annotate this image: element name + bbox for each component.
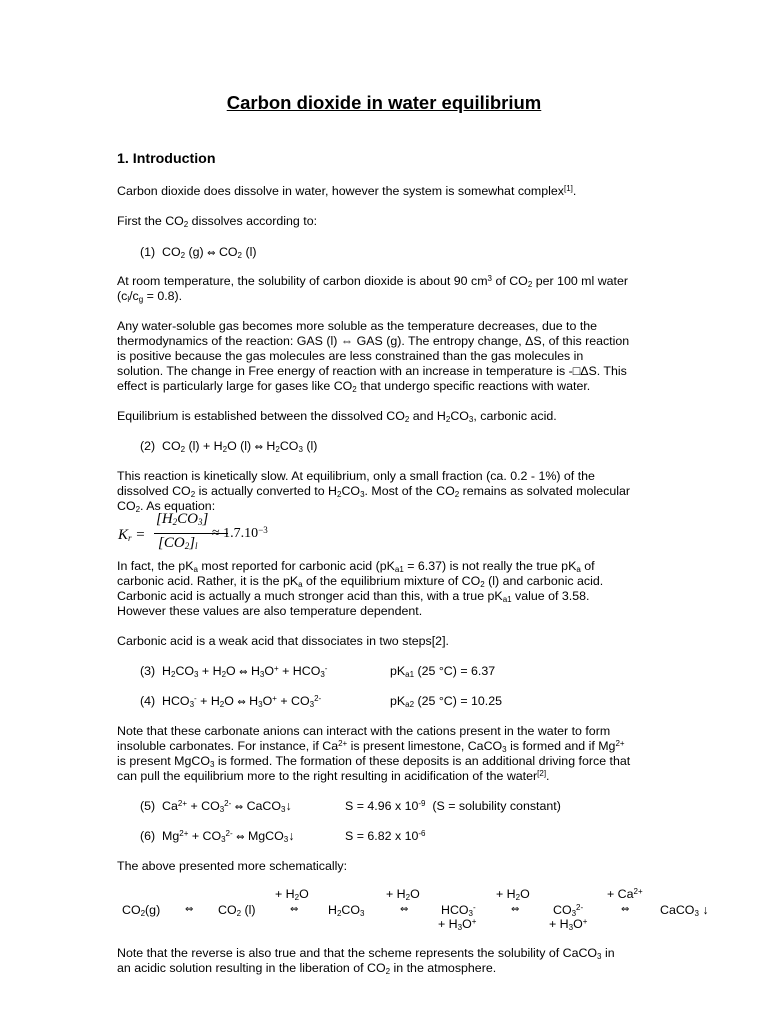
scheme-arrow: ⇔	[621, 904, 630, 915]
scheme-plus-h3o: + $H_3O^+$	[438, 917, 477, 932]
paragraph-line: However these values are also temperature dependent.	[117, 604, 423, 618]
paragraph-line: can pull the equilibrium more to the right resulting in acidification of the water[2].	[117, 769, 550, 783]
scheme-arrow: ⇔	[290, 904, 299, 915]
paragraph-intro: Carbon dioxide does dissolve in water, however the system is somewhat complex[1].	[117, 184, 577, 198]
scheme-co3: $CO_3^{2-}$	[553, 903, 584, 918]
paragraph-equilibrium: Equilibrium is established between the dissolved $CO_2$ and $H_2CO_3$, carbonic acid.	[117, 409, 557, 424]
paragraph-line: carbonic acid. Rather, it is the $pK_a$ of the equilibrium mixture of $CO_2$ (l) and carbonic acid.	[117, 574, 604, 589]
scheme-arrow: ⇔	[400, 904, 409, 915]
equation-4-pka: $pK_{a2}$ (25 °C) = 10.25	[390, 694, 503, 709]
equation-6-solubility: S = 6.82 x $10^{-6}$	[345, 829, 426, 843]
paragraph-line: dissolved $CO_2$ is actually converted to $H_2CO_3$. Most of the $CO_2$ remains as solvated molecular	[117, 484, 630, 499]
paragraph-solubility-ratio: $(c_l/c_g = 0.8)$.	[117, 289, 183, 304]
kr-symbol: $K_r$ =	[118, 527, 146, 543]
equation-1: (1) $CO_2$ (g) ⇔ $CO_2$ (l)	[140, 245, 257, 260]
paragraph-line: is positive because the gas molecules are less constrained than the gas molecules in	[117, 349, 584, 363]
scheme-hco3: $HCO_3^-$	[441, 903, 476, 918]
paragraph-line: Note that the reverse is also true and that the scheme represents the solubility of CaCO$_3$ in	[117, 946, 615, 961]
scheme-caco3: CaCO$_3$ ↓	[660, 903, 709, 918]
scheme-plus-h2o: + $H_2O$	[496, 887, 530, 902]
scheme-arrow: ⇔	[511, 904, 520, 915]
paragraph-line: thermodynamics of the reaction: GAS (l) ⇔ GAS (g). The entropy change, ΔS, of this reaction	[117, 334, 630, 348]
paragraph-dissolves: First the $CO_2$ dissolves according to:	[117, 214, 318, 229]
paragraph-line: Note that these carbonate anions can interact with the cations present in the water to form	[117, 724, 611, 738]
equation-6: (6) $Mg^{2+} + CO_3^{2-}$ ⇔ MgCO$_3$↓	[140, 829, 295, 844]
paragraph-line: This reaction is kinetically slow. At equilibrium, only a small fraction (ca. 0.2 - 1%) of the	[117, 469, 595, 483]
paragraph-line: insoluble carbonates. For instance, if $Ca^{2+}$ is present limestone, CaCO$_3$ is formed and if $Mg^{2+}$	[117, 739, 625, 754]
paragraph-line: effect is particularly large for gases like $CO_2$ that undergo specific reactions with water.	[117, 379, 591, 394]
scheme-h2co3: $H_2CO_3$	[328, 903, 365, 918]
scheme-co2-liquid: $CO_2$ (l)	[218, 903, 256, 918]
paragraph-solubility: At room temperature, the solubility of carbon dioxide is about 90 $cm^3$ of $CO_2$ per 100 ml water	[117, 274, 628, 289]
scheme-plus-ca: + $Ca^{2+}$	[607, 887, 643, 901]
paragraph-line: Any water-soluble gas becomes more soluble as the temperature decreases, due to the	[117, 319, 598, 333]
scheme-co2-gas: $CO_2(g)$	[122, 903, 161, 918]
equation-5: (5) $Ca^{2+} + CO_3^{2-}$ ⇔ CaCO$_3$↓	[140, 799, 292, 814]
page-title: Carbon dioxide in water equilibrium	[226, 92, 542, 113]
kr-equation	[116, 509, 296, 559]
scheme-arrow: ⇔	[185, 904, 194, 915]
paragraph-line: $CO_2$. As equation:	[117, 499, 216, 514]
kr-value: ≈ $1.7.10^{-3}$	[212, 525, 268, 541]
scheme-plus-h2o: + $H_2O$	[386, 887, 420, 902]
scheme-plus-h3o: + $H_3O^+$	[549, 917, 588, 932]
equation-4: (4) $HCO_3^- + H_2O$ ⇔ $H_3O^+ + CO_3^{2-}$	[140, 694, 322, 709]
scheme-plus-h2o: + $H_2O$	[275, 887, 309, 902]
paragraph-line: is present MgCO$_3$ is formed. The formation of these deposits is an additional driving force that	[117, 754, 631, 769]
equation-2: (2) $CO_2$ $(l) + H_2O$ (l) ⇔ $H_2CO_3$ (l)	[140, 439, 318, 454]
paragraph-weak-acid: Carbonic acid is a weak acid that dissociates in two steps[2].	[117, 634, 449, 648]
paragraph-line: an acidic solution resulting in the liberation of $CO_2$ in the atmosphere.	[117, 961, 497, 976]
kr-denominator: $[CO_2]_l$	[158, 535, 198, 551]
section-heading: 1. Introduction	[117, 151, 216, 167]
kr-numerator: $[H_2CO_3]$	[156, 511, 209, 527]
equation-5-solubility: S = 4.96 x $10^{-9}$ (S = solubility constant)	[345, 799, 561, 813]
equation-3-pka: $pK_{a1}$ (25 °C) = 6.37	[390, 664, 496, 679]
paragraph-schematic: The above presented more schematically:	[117, 859, 348, 873]
paragraph-line: Carbonic acid is actually a much stronger acid than this, with a true $pK_{a1}$ value of 3.58.	[117, 589, 590, 604]
equation-3: (3) $H_2CO_3 + H_2O$ ⇔ $H_3O^+ + HCO_3^-$	[140, 664, 328, 679]
paragraph-line: In fact, the $pK_a$ most reported for carbonic acid $(pK_{a1} = 6.37)$ is not really the true $pK_a$ of	[117, 559, 595, 574]
paragraph-line: solution. The change in Free energy of reaction with an increase in temperature is -□ΔS. This	[117, 364, 627, 378]
